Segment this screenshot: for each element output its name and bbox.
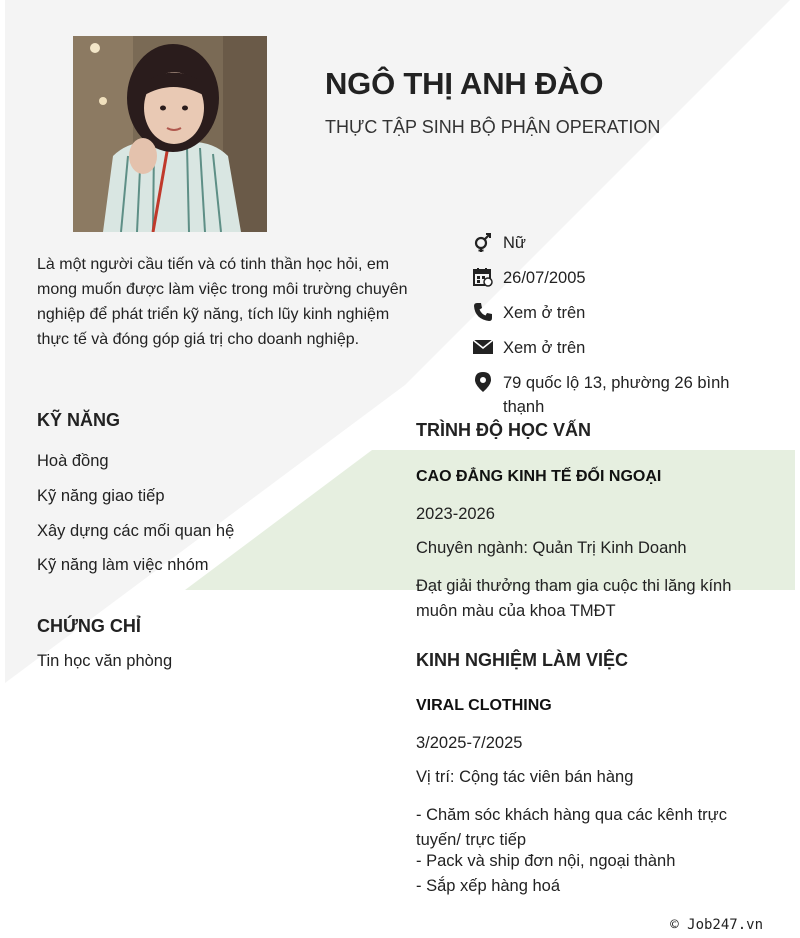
- skill-item: Kỹ năng giao tiếp: [37, 487, 165, 505]
- experience-task: - Pack và ship đơn nội, ngoại thành: [416, 852, 676, 870]
- experience-task: - Sắp xếp hàng hoá: [416, 877, 561, 895]
- phone-value: Xem ở trên: [503, 304, 586, 322]
- address-value: 79 quốc lộ 13, phường 26 bình thạnh: [503, 374, 730, 416]
- skill-item: Xây dựng các mối quan hệ: [37, 522, 235, 540]
- info-gender: [472, 231, 758, 255]
- gender-icon: [472, 231, 494, 253]
- experience-task: - Chăm sóc khách hàng qua các kênh trực tuyến/ trực tiếp: [416, 806, 727, 849]
- info-email: [472, 336, 758, 360]
- email-value: Xem ở trên: [503, 339, 586, 357]
- experience-position: Vị trí: Cộng tác viên bán hàng: [416, 768, 634, 786]
- education-period: 2023-2026: [416, 505, 495, 523]
- envelope-icon: [472, 336, 494, 358]
- info-birthday: [472, 266, 758, 290]
- career-summary: Là một người cầu tiến và có tinh thần học hỏi, em mong muốn được làm việc trong môi trường chuyên nghiệp để phát triển kỹ năng, tích lũy kinh nghiệm thực tế và đóng góp giá trị cho doanh nghiệp.: [37, 256, 408, 348]
- education-heading: TRÌNH ĐỘ HỌC VẤN: [416, 420, 591, 440]
- education-award: Đạt giải thưởng tham gia cuộc thi lăng kính muôn màu của khoa TMĐT: [416, 577, 732, 620]
- location-pin-icon: [472, 371, 494, 393]
- experience-heading: KINH NGHIỆM LÀM VIỆC: [416, 650, 629, 670]
- education-school: CAO ĐẲNG KINH TẾ ĐỐI NGOẠI: [416, 468, 662, 485]
- certificates-heading: CHỨNG CHỈ: [37, 616, 141, 636]
- footer-watermark: © Job247.vn: [670, 917, 763, 933]
- skill-item: Kỹ năng làm việc nhóm: [37, 556, 209, 574]
- gender-value: Nữ: [503, 234, 526, 252]
- experience-company: VIRAL CLOTHING: [416, 697, 552, 714]
- certificate-item: Tin học văn phòng: [37, 652, 173, 670]
- skills-heading: KỸ NĂNG: [37, 410, 121, 430]
- info-phone: [472, 301, 758, 325]
- skill-item: Hoà đồng: [37, 452, 109, 470]
- calendar-icon: [472, 266, 494, 288]
- education-major: Chuyên ngành: Quản Trị Kinh Doanh: [416, 539, 687, 557]
- experience-period: 3/2025-7/2025: [416, 734, 523, 752]
- candidate-name: NGÔ THỊ ANH ĐÀO: [325, 66, 604, 101]
- profile-photo: [73, 36, 267, 232]
- phone-icon: [472, 301, 494, 323]
- birthday-value: 26/07/2005: [503, 269, 586, 287]
- job-title: THỰC TẬP SINH BỘ PHẬN OPERATION: [325, 117, 661, 137]
- info-address: [472, 371, 758, 419]
